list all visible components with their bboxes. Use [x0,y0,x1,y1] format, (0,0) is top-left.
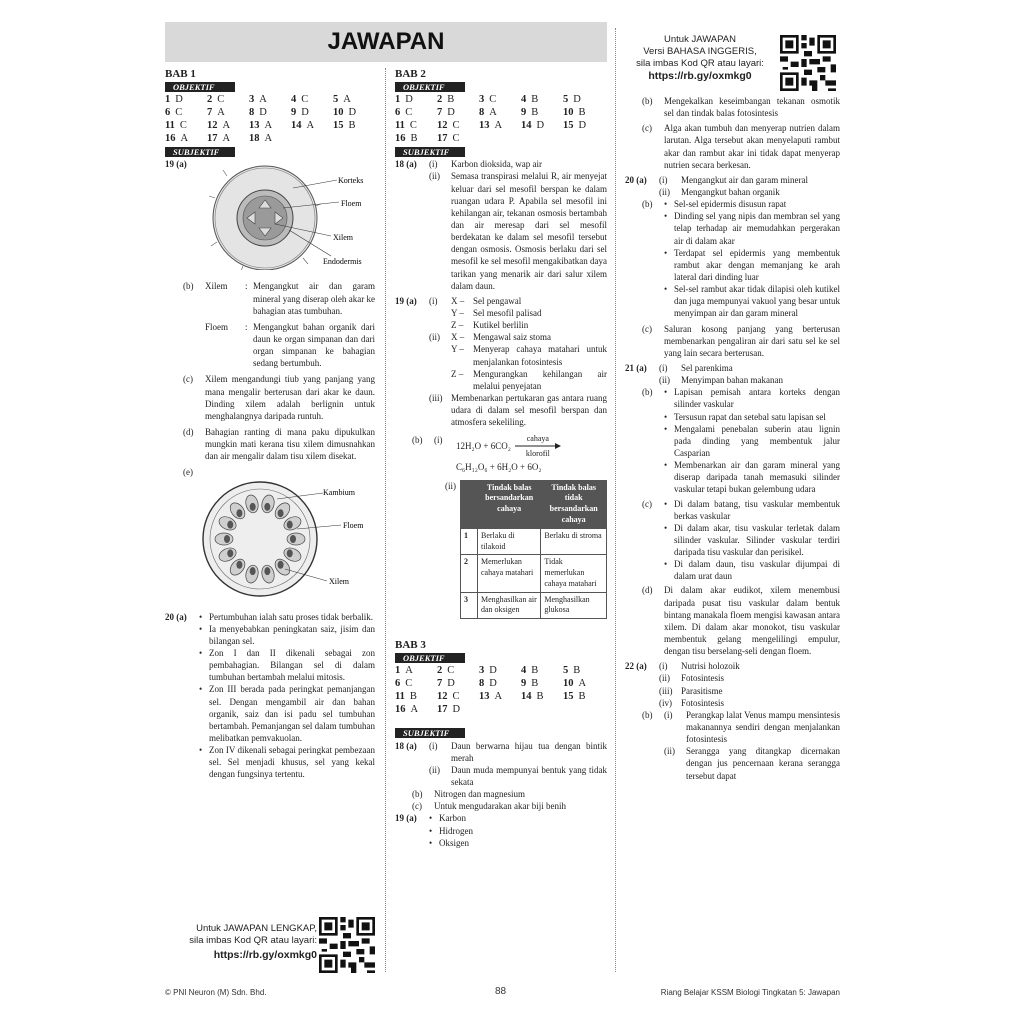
question-number: 12 [437,120,448,132]
question-number: 9 [521,107,527,119]
objective-answer [207,106,249,119]
question-number: 14 [291,120,302,132]
question-number: 6 [395,107,401,119]
answer-letter: D [452,704,461,716]
labelled-item: Y – Menyerap cahaya matahari untuk menjalankan fotosintesis [451,344,607,367]
bullet-item: • Ia menyebabkan peningkatan saiz, jisim dan bilangan sel. [199,623,375,646]
objective-answer [395,93,437,106]
c3-c: Alga akan tumbuh dan menyerap nutrien dalam larutan. Alga tersebut akan menyelaputi rambut akar dan rambut akar ini tidak dapat menyerap nutrien secara berkesan. [664,123,840,170]
bullet-icon: • [664,387,668,398]
question-number: 16 [165,133,176,145]
stem-cross-section-diagram [165,479,375,601]
question-number: 18 [249,133,260,145]
bullet-icon: • [664,211,668,222]
bab2-subjektif-tag: SUBJEKTIF [395,147,465,157]
objective-answer [479,677,521,690]
table-cell: 1 [461,528,478,555]
xylem-mark [236,509,242,517]
bullet-icon: • [429,813,433,824]
question-number: 2 [207,94,213,106]
labelled-item: Z – Mengurangkan kehilangan air melalui penyejatan [451,368,607,391]
bab3-q18: 18 (a) (i) Daun berwarna hijau tua dengan bintik merah (ii) Daun muda mempunyai bentuk yang tidak sekata [395,740,607,787]
qr-top-line3: sila imbas Kod QR atau layari: [636,58,764,69]
bab1-q19c: Xilem mengandungi tiub yang panjang yang mana mengalir berterusan dari akar ke daun. Dinding xilem adalah berlignin untuk menghalangnya daripada runtuh. [205,374,375,421]
qr-bottom-line1: Untuk JAWAPAN LENGKAP, [196,923,317,934]
xylem-mark [227,520,233,528]
question-number: 2 [437,665,443,677]
comparison-table: Tindak balas bersandarkan cahaya Tindak balas tidak bersandarkan cahaya 1 Berlaku di tilakoid Berlaku di stroma 2 Memerlukan cahaya matahari Tidak memerlukan cahaya matahari 3 Menghasilkan air dan oksigen Menghasilkan glukosa [460,480,607,620]
column-bab1 [165,68,375,781]
bab2-objektif-tag: OBJEKTIF [395,82,465,92]
answer-letter: C [489,94,497,106]
xylem-mark [287,520,293,528]
question-number: 13 [479,691,490,703]
objective-answer [395,119,437,132]
objective-answer [207,119,249,132]
bullet-item: • Lapisan pemisah antara korteks dengan silinder vaskular [664,387,840,410]
bullet-item: • Sel-sel rambut akar tidak dilapisi oleh kutikel dan juga mempunyai vakuol yang besar untuk menyimpan air dan garam mineral [664,284,840,319]
bullet-icon: • [664,498,668,509]
bullet-item: • Oksigen [429,837,469,848]
qr-bottom-url[interactable]: https://rb.gy/oxmkg0 [213,949,317,961]
answer-letter: C [452,691,460,703]
footer-copyright: © PNI Neuron (M) Sdn. Bhd. [165,988,267,997]
xylem-mark [227,549,233,557]
answer-letter: C [409,120,417,132]
answer-letter: D [489,678,497,690]
labelled-item: X – Sel pengawal [451,295,522,306]
label-kambium: Kambium [323,487,355,497]
question-number: 9 [291,107,297,119]
question-number: 12 [437,691,448,703]
question-number: 8 [479,107,485,119]
answer-letter: A [259,94,267,106]
objective-answer [563,677,605,690]
answer-letter: D [447,678,455,690]
bullet-icon: • [664,423,668,434]
label-xilem: Xilem [333,233,353,243]
objective-answer [437,677,479,690]
answer-letter: C [405,678,413,690]
objective-answer [207,132,249,145]
question-number: 12 [207,120,218,132]
objective-answer [437,703,479,716]
objective-answer [165,106,207,119]
question-number: 5 [563,665,569,677]
bullet-item: • Sel-sel epidermis disusun rapat [664,199,787,210]
bullet-item: • Dinding sel yang nipis dan membran sel yang telap terhadap air memudahkan pergerakan air di dalam akar [664,211,840,246]
table-cell: Berlaku di tilakoid [478,528,541,555]
question-number: 7 [437,678,443,690]
question-number: 11 [165,120,175,132]
bullet-icon: • [664,460,668,471]
qr-box-top [625,32,840,92]
xylem-mark [290,535,296,543]
objective-answer [563,93,605,106]
question-number: 15 [563,120,574,132]
question-number: 5 [333,94,339,106]
answer-letter: D [447,107,455,119]
objective-answer [207,93,249,106]
answer-letter: B [447,94,455,106]
qr-bottom-line2: sila imbas Kod QR atau layari: [189,935,317,946]
objective-answer [291,93,333,106]
answer-letter: A [180,133,189,145]
bab3-objektif-tag: OBJEKTIF [395,653,465,663]
objective-answer [395,677,437,690]
bullet-item: • Tersusun rapat dan setebal satu lapisan sel [664,411,826,422]
answer-letter: B [578,107,586,119]
table-cell: Menghasilkan glukosa [541,592,607,619]
answer-letter: B [536,691,544,703]
answer-letter: A [343,94,351,106]
answer-letter: B [573,665,581,677]
c3-q22: 22 (a) (i) Nutrisi holozoik (ii) Fotosintesis (iii) Parasitisme (iv) Fotosintesis [625,660,840,709]
question-number: 3 [249,94,255,106]
question-number: 17 [437,704,448,716]
objective-answer [521,106,563,119]
xylem-mark [250,567,256,575]
bullet-icon: • [429,825,433,836]
c3-q21: 21 (a) (i) Sel parenkima (ii) Menyimpan bahan makanan [625,362,783,386]
bab3-subjektif-tag: SUBJEKTIF [395,728,465,738]
page-title: JAWAPAN [327,28,445,55]
question-number: 13 [479,120,490,132]
answer-letter: B [531,678,539,690]
bullet-icon: • [199,611,203,622]
qr-top-line1: Untuk JAWAPAN [664,34,736,45]
answer-letter: D [259,107,267,119]
labelled-item: (iv) Fotosintesis [659,697,725,708]
question-number: 1 [395,94,401,106]
answer-letter: C [217,94,225,106]
bab1-q19-number: 19 (a) [165,159,187,170]
bullet-icon: • [664,199,668,210]
objective-answer [437,664,479,677]
bullet-item: • Terdapat sel epidermis yang membentuk rambut akar dengan memanjang ke arah lateral dari dinding luar [664,247,840,282]
answer-letter: D [536,120,545,132]
bullet-icon: • [664,411,668,422]
bullet-icon: • [199,745,203,756]
bab2-q18: 18 (a) (i) Karbon dioksida, wap air (ii) Semasa transpirasi melalui R, air menyejat keluar dari sel mesofil berspan ke dalam ruangan udara P. Apabila sel mesofil ini kehilangan air, tekanan osmosis bertambah dan air meresap dari sel mesofil berdekatan ke dalam sel mesofil tersebut dengan osmosis. Osmosis berlaku dari sel mesofil ke sel mesofil mengakibatkan daya tarikan yang menarik air dari salur xilem dalam daun. [395,159,607,291]
table-cell: Berlaku di stroma [541,528,607,555]
column-bab2: BAB 2 OBJEKTIF 1 D 2 B 3 C 4 B 5 D 6 C 7 D 8 A 9 B 10 B 11 C 12 C 13 A 14 D 15 D 16 B 17 C SUBJEKTIF 18 (a) (i) Karbon dioksida, wap air (ii) Semasa transpirasi melalui R, air menyejat keluar dari sel mesofil berspan ke dalam ruangan udara P. Apabila sel mesofil ini kehilangan air, tekanan osmosis bertambah dan air meresap dari sel mesofil berdekatan ke dalam sel mesofil tersebut dengan osmosis. Osmosis berlaku dari sel mesofil ke sel mesofil mengakibatkan daya tarikan yang menarik air dari salur xilem dalam daun. 19 (a) (i) X – Sel pengawal Y – Sel mesofil palisad Z – Kutikel berlilin (ii) X – Mengawal saiz stoma Y – Menyerap cahaya matahari untuk menjalankan fotosintesis Z – Mengurangkan kehilangan air melalui penyejatan (iii) Membenarkan pertukaran gas antara ruang udara di dalam sel mesofil berspan dan atmosfera sekeliling. (b) (i) 12H₂O + 6CO₂ cahaya klorofil C₆H₁₂O₆ + 6H₂O + 6O₂ (ii) Tindak balas bersandarkan cahaya Tindak balas tidak bersandarkan cahaya 1 Berlaku di tilakoid Berlaku di stroma 2 Memerlukan cahaya matahari Tidak memerlukan cahaya matahari 3 Menghasilkan air dan oksigen Menghasilkan glukosa BAB 3 OBJEKTIF 1 A 2 C 3 D 4 B 5 B 6 C 7 D 8 D 9 B 10 A 11 B 12 C 13 A 14 B 15 B 16 A 17 D SUBJEKTIF 18 (a) (i) Daun berwarna hijau tua dengan bintik merah (ii) Daun muda mempunyai bentuk yang tidak sekata (b) Nitrogen dan magnesium (c) Untuk mengudarakan akar biji benih 19 (a) • Karbon • Hidrogen • Oksigen [395,68,607,848]
footer-book-title: Riang Belajar KSSM Biologi Tingkatan 5: Jawapan [660,988,840,997]
xylem-mark [250,502,256,510]
answer-letter: D [405,94,413,106]
answer-letter: A [222,120,231,132]
bab3-title: BAB 3 [395,639,426,652]
answer-letter: A [264,133,273,145]
bullet-item: • Hidrogen [429,825,473,836]
objective-answer [249,93,291,106]
bullet-icon: • [664,247,668,258]
c3-b: Mengekalkan keseimbangan tekanan osmotik sel dan tindak balas fotosintesis [664,96,840,119]
xylem-mark [236,560,242,568]
question-number: 1 [395,665,401,677]
objective-answer [165,93,207,106]
question-number: 14 [521,120,532,132]
objective-answer [479,664,521,677]
xylem-mark [264,567,270,575]
question-number: 10 [563,678,574,690]
objective-answer [479,93,521,106]
bab1-q20: 20 (a) • Pertumbuhan ialah satu proses tidak berbalik. • Ia menyebabkan peningkatan saiz, jisim dan bilangan sel. • Zon I dan II dikenali sebagai zon pembahagian. Bilangan sel di dalam tumbuhan bertambah melalui mitosis. • Zon III berada pada peringkat pemanjangan sel. Dengan mengambil air dan bahan organik, saiz dan isi padu sel tumbuhan bertambah. Pemanjangan sel dalam tumbuhan melibatkan pemvakuolan. • Zon IV dikenali sebagai peringkat pembezaan sel. Sel menjadi khusus, sel yang kekal dengan fungsinya tertentu. [165,611,375,780]
objective-answer [249,106,291,119]
answer-letter: A [410,704,419,716]
answer-letter: A [217,107,225,119]
objective-answer [395,664,437,677]
objective-answer [521,119,563,132]
answer-letter: C [175,107,183,119]
table-cell: Menghasilkan air dan oksigen [478,592,541,619]
bullet-item: • Mengalami penebalan suberin atau lignin pada dinding yang membentuk jalur Casparian [664,423,840,458]
objective-answer [291,106,333,119]
objective-answer [333,119,375,132]
bullet-item: • Pertumbuhan ialah satu proses tidak berbalik. [199,611,373,622]
objective-answer [437,93,479,106]
labelled-item: (i) Nutrisi holozoik [659,661,740,672]
bab3-q19: 19 (a) • Karbon • Hidrogen • Oksigen [395,812,607,848]
objective-answer [395,703,437,716]
table-row [461,528,607,555]
question-number: 1 [165,94,171,106]
bullet-icon: • [199,623,203,634]
bab2-objective-grid [395,93,607,145]
objective-answer [563,690,605,703]
question-number: 16 [395,704,406,716]
question-number: 15 [333,120,344,132]
objective-answer [249,132,291,145]
question-number: 10 [563,107,574,119]
objective-answer [479,690,521,703]
bullet-item: • Zon IV dikenali sebagai peringkat pembezaan sel. Sel menjadi khusus, sel yang kekal dengan fungsinya tertentu. [199,745,375,780]
question-number: 14 [521,691,532,703]
answer-letter: A [306,120,315,132]
question-number: 6 [395,678,401,690]
page-header [165,22,607,62]
objective-answer [437,119,479,132]
answer-letter: A [489,107,497,119]
qr-top-url[interactable]: https://rb.gy/oxmkg0 [648,70,752,82]
question-number: 2 [437,94,443,106]
objective-answer [521,93,563,106]
objective-answer [563,664,605,677]
qr-box-bottom [165,915,377,975]
answer-letter: B [531,94,539,106]
objective-answer [437,132,479,145]
bullet-item: • Di dalam batang, tisu vaskular membentuk berkas vaskular [664,498,840,521]
answer-letter: B [409,691,417,703]
bab3-q18b: Nitrogen dan magnesium [434,789,525,800]
bab2-q19: 19 (a) (i) X – Sel pengawal Y – Sel mesofil palisad Z – Kutikel berlilin (ii) X – Mengawal saiz stoma Y – Menyerap cahaya matahari untuk menjalankan fotosintesis Z – Mengurangkan kehilangan air melalui penyejatan (iii) Membenarkan pertukaran gas antara ruang udara di dalam sel mesofil berspan dan atmosfera sekeliling. [395,295,607,428]
bab1-subjektif-tag: SUBJEKTIF [165,147,235,157]
objective-answer [249,119,291,132]
answer-letter: C [179,120,187,132]
answer-letter: C [301,94,309,106]
answer-letter: A [494,691,503,703]
qr-top-line2: Versi BAHASA INGGERIS, [643,46,757,57]
qr-code-bottom[interactable] [319,917,375,973]
question-number: 16 [395,133,406,145]
labelled-item: Y – Sel mesofil palisad [451,307,542,318]
labelled-item: Z – Kutikel berlilin [451,320,529,331]
answer-letter: B [578,691,586,703]
bab2-q19b-ii: (ii) Tindak balas bersandarkan cahaya Tindak balas tidak bersandarkan cahaya 1 Berlaku di tilakoid Berlaku di stroma 2 Memerlukan cahaya matahari Tidak memerlukan cahaya matahari 3 Menghasilkan air dan oksigen Menghasilkan glukosa [412,480,607,620]
xylem-mark [264,502,270,510]
objective-answer [437,690,479,703]
bab1-q19d: Bahagian ranting di mana paku dipukulkan mungkin mati kerana tisu xilem dimusnahkan dan air mengalir dalam tisu xilem disekat. [205,426,375,462]
table-cell: 2 [461,555,478,592]
answer-letter: D [578,120,587,132]
answer-letter: A [494,120,503,132]
answer-letter: D [573,94,581,106]
question-number: 10 [333,107,344,119]
bullet-item: • Di dalam daun, tisu vaskular dijumpai di dalam urat daun [664,559,840,582]
root-cross-section-diagram [165,158,375,270]
question-number: 15 [563,691,574,703]
xylem-mark [278,509,284,517]
answer-letter: C [452,133,460,145]
question-number: 7 [207,107,213,119]
objective-answer [165,132,207,145]
answer-letter: C [405,107,413,119]
table-row [461,555,607,592]
bullet-icon: • [664,559,668,570]
question-number: 8 [249,107,255,119]
label-floem-2: Floem [343,520,364,530]
answer-letter: A [264,120,273,132]
table-cell: Memerlukan cahaya matahari [478,555,541,592]
bab1-title: BAB 1 [165,68,196,80]
answer-letter: A [405,665,413,677]
label-korteks: Korteks [338,176,364,186]
answer-letter: A [578,678,587,690]
objective-answer [291,119,333,132]
label-endodermis: Endodermis [323,257,362,267]
objective-answer [333,106,375,119]
bab1-q19b: (b) Xilem : Mengangkut air dan garam mineral yang diserap oleh akar ke bahagian atas tumbuhan. Floem : Mengangkut bahan organik dari daun ke organ simpanan dan dari organ simpanan ke bahagian sedang bertumbuh. (c) Xilem mengandungi tiub yang panjang yang mana mengalir berterusan dari akar ke daun. Dinding xilem adalah berlignin untuk menghalangnya daripada runtuh. (d) Bahagian ranting di mana paku dipukulkan mungkin mati kerana tisu xilem dimusnahkan dan air mengalir dalam tisu xilem disekat. (e) [183,281,375,478]
table-cell: 3 [461,592,478,619]
answer-letter: C [452,120,460,132]
bullet-item: • Zon I dan II dikenali sebagai zon pembahagian. Bilangan sel di dalam tumbuhan bertambah melalui mitosis. [199,647,375,683]
objective-answer [479,106,521,119]
footer-page-number: 88 [495,986,507,997]
question-number: 13 [249,120,260,132]
xylem-mark [278,560,284,568]
question-number: 4 [521,94,527,106]
question-number: 6 [165,107,171,119]
column-continued: (b) Mengekalkan keseimbangan tekanan osmotik sel dan tindak balas fotosintesis (c) Alga akan tumbuh dan menyerap nutrien dalam larutan. Alga tersebut akan menyelaputi rambut akar dan rambut akar ini tidak dapat menyerap nutrien secara berkesan. 20 (a) (i) Mengangkut air dan garam mineral (ii) Mengangkut bahan organik (b) • Sel-sel epidermis disusun rapat • Dinding sel yang nipis dan membran sel yang telap terhadap air memudahkan pergerakan air di dalam akar • Terdapat sel epidermis yang membentuk rambut akar dengan memanjang ke arah lateral dari dinding luar • Sel-sel rambut akar tidak dilapisi oleh kutikel dan juga mempunyai vakuol yang besar untuk menyimpan air dan garam mineral (c) Saluran kosong panjang yang berterusan membenarkan pengaliran air dari satu sel ke sel yang lain secara berterusan. 21 (a) (i) Sel parenkima (ii) Menyimpan bahan makanan (b) • Lapisan pemisah antara korteks dengan silinder vaskular • Tersusun rapat dan setebal satu lapisan sel • Mengalami penebalan suberin atau lignin pada dinding yang membentuk jalur Casparian • Membenarkan air dan garam mineral yang diserap daripada tanah memasuki silinder vaskular tetapi bukan gelembung udara (c) • Di dalam batang, tisu vaskular membentuk berkas vaskular • Di dalam akar, tisu vaskular terletak dalam silinder vaskular. Silinder vaskular terdiri daripada tisu vaskular dan perisikel. • Di dalam daun, tisu vaskular dijumpai di dalam urat daun (d) Di dalam akar eudikot, xilem menembusi daripada pusat tisu vaskular dalam bentuk bintang manakala floem mengisi kawasan antara xilem. Di dalam akar monokot, tisu vaskular membentuk gelang mengelilingi empulur, dengan tisu berselang-seli dengan floem. 22 (a) (i) Nutrisi holozoik (ii) Fotosintesis (iii) Parasitisme (iv) Fotosintesis (b) (i) Perangkap lalat Venus mampu mensintesis makanannya sendiri dengan menjalankan fotosintesis (ii) Serangga yang ditangkap dicernakan dengan jus pencernaan kerana serangga tersebut dapat [625,96,840,781]
bullet-icon: • [664,284,668,295]
objective-answer [437,106,479,119]
answer-letter: B [348,120,356,132]
c3-q20: 20 (a) (i) Mengangkut air dan garam mineral (ii) Mengangkut bahan organik [625,174,808,197]
bullet-icon: • [199,647,203,658]
question-number: 5 [563,94,569,106]
label-xilem-2: Xilem [329,576,349,586]
bullet-item: • Di dalam akar, tisu vaskular terletak dalam silinder vaskular. Silinder vaskular terdiri daripada tisu vaskular dan perisikel. [664,522,840,558]
c3-q21d: Di dalam akar eudikot, xilem menembusi daripada pusat tisu vaskular dalam bentuk bintang manakala floem mengisi kawasan antara xilem. Di dalam akar monokot, tisu vaskular membentuk gelang mengelilingi empulur, dengan tisu berselang-seli dengan floem. [664,585,840,657]
qr-code-top[interactable] [780,35,836,91]
question-number: 8 [479,678,485,690]
answer-letter: A [222,133,231,145]
answer-letter: B [531,107,539,119]
question-number: 11 [395,120,405,132]
label-floem: Floem [341,199,362,209]
labelled-item: X – Mengawal saiz stoma [451,332,551,343]
objective-answer [479,119,521,132]
objective-answer [521,677,563,690]
table-cell: Tidak memerlukan cahaya matahari [541,555,607,592]
xylem-mark [287,549,293,557]
answer-letter: B [410,133,418,145]
xylem-mark [224,535,230,543]
objective-answer [521,690,563,703]
labelled-item: (iii) Parasitisme [659,685,723,696]
bab1-objektif-tag: OBJEKTIF [165,82,235,92]
question-number: 4 [291,94,297,106]
objective-answer [563,106,605,119]
objective-answer [563,119,605,132]
question-number: 17 [437,133,448,145]
answer-letter: D [175,94,183,106]
table-row [461,592,607,619]
question-number: 17 [207,133,218,145]
objective-answer [395,132,437,145]
bab3-objective-grid [395,664,607,716]
objective-answer [333,93,375,106]
answer-letter: D [301,107,309,119]
objective-answer [395,106,437,119]
question-number: 11 [395,691,405,703]
answer-letter: D [348,107,357,119]
bab2-title: BAB 2 [395,68,426,80]
question-number: 7 [437,107,443,119]
column-divider-1 [385,68,386,972]
column-divider-2 [615,28,616,972]
bullet-item: • Membenarkan air dan garam mineral yang diserap daripada tanah memasuki silinder vaskular tetapi bukan gelembung udara [664,460,840,495]
question-number: 3 [479,94,485,106]
question-number: 3 [479,665,485,677]
labelled-item: (ii) Fotosintesis [659,673,725,684]
bab3-q18c: Untuk mengudarakan akar biji benih [434,801,566,812]
question-number: 4 [521,665,527,677]
objective-answer [395,690,437,703]
c3-q20c: Saluran kosong panjang yang berterusan membenarkan pengaliran air dari satu sel ke sel yang lain secara berterusan. [664,323,840,358]
bab1-objective-grid [165,93,375,145]
objective-answer [165,119,207,132]
bullet-icon: • [664,522,668,533]
bullet-icon: • [429,837,433,848]
bullet-item: • Karbon [429,813,466,824]
answer-letter: D [489,665,497,677]
photosynthesis-equation: (b) (i) 12H₂O + 6CO₂ cahaya klorofil C₆H₁₂O₆ + 6H₂O + 6O₂ [412,434,607,473]
objective-answer [521,664,563,677]
bullet-icon: • [199,684,203,695]
bullet-item: • Zon III berada pada peringkat pemanjangan sel. Dengan mengambil air dan bahan organik, saiz dan isi padu sel tumbuhan bertambah. Pemanjangan sel dalam tumbuhan melibatkan pemvakuolan. [199,684,375,743]
answer-letter: B [531,665,539,677]
answer-letter: C [447,665,455,677]
question-number: 9 [521,678,527,690]
